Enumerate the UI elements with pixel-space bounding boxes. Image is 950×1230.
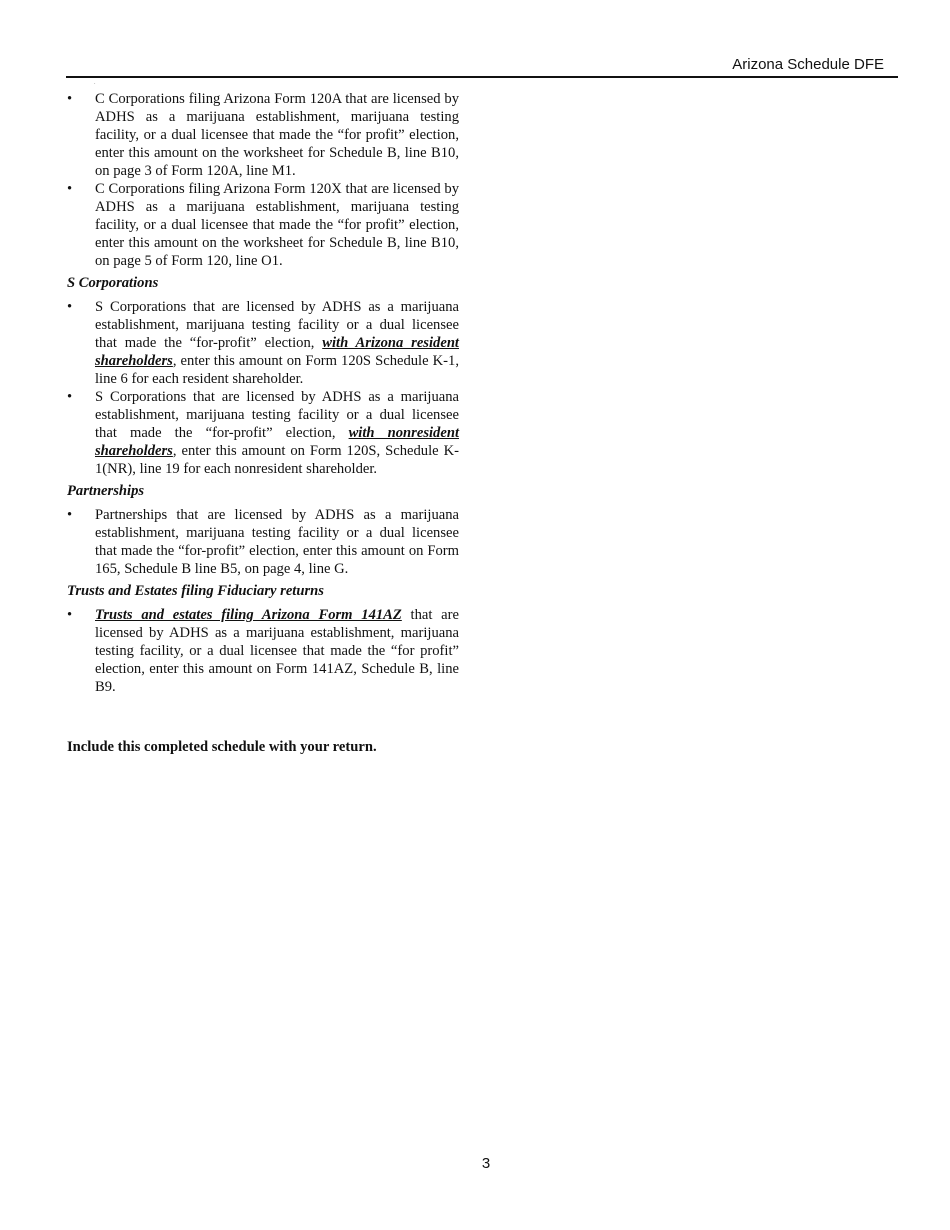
s-corp-nonresident-text: S Corporations that are licensed by ADHS as a marijuana establishment, marijuana testing facility or a dual licensee that made the “for-profit” election, (95, 389, 459, 441)
bullet-icon: • (67, 607, 73, 623)
trusts-heading: Trusts and Estates filing Fiduciary returns (67, 583, 324, 599)
bullet-icon: • (67, 299, 73, 315)
trusts-emphasis: Trusts and estates filing Arizona Form 141AZ (95, 607, 402, 623)
bullet-icon: • (67, 389, 73, 405)
s-corp-nonresident-bullet (67, 388, 459, 478)
s-corp-resident-bullet (67, 298, 459, 388)
partnerships-text: Partnerships that are licensed by ADHS as a marijuana establishment, marijuana testing facility or a dual licensee that made the “for-profit” election, enter this amount on Form 165, Schedule B line B5, on page 4, line G. (95, 507, 459, 577)
s-corp-resident-text: S Corporations that are licensed by ADHS as a marijuana establishment, marijuana testing facility or a dual licensee that made the “for-profit” election, (95, 299, 459, 351)
partnerships-heading: Partnerships (67, 483, 145, 499)
bullet-icon: • (67, 91, 73, 107)
s-corp-heading: S Corporations (67, 275, 159, 291)
s-corp-resident-emphasis: with Arizona resident shareholders (95, 335, 459, 369)
header-title: Arizona Schedule DFE (732, 56, 884, 73)
bullet-icon: • (67, 181, 73, 197)
instructions-column (67, 90, 459, 696)
s-corp-nonresident-text-end: , enter this amount on Form 120S, Schedule K-1(NR), line 19 for each nonresident shareholder. (95, 443, 459, 477)
corp-bullet-120a (67, 90, 459, 180)
corp-bullet-120a-text: C Corporations filing Arizona Form 120A that are licensed by ADHS as a marijuana establishment, marijuana testing facility, or a dual licensee that made the “for profit” election, enter this amount on the worksheet for Schedule B, line B10, on page 3 of Form 120A, line M1. (95, 91, 459, 179)
page-number: 3 (481, 1155, 491, 1172)
partnerships-bullet (67, 506, 459, 578)
s-corp-resident-text-end: , enter this amount on Form 120S Schedule K-1, line 6 for each resident shareholder. (95, 353, 459, 387)
trusts-text: that are licensed by ADHS as a marijuana establishment, marijuana testing facility, or a dual licensee that made the “for profit” election, enter this amount on Form 141AZ, Schedule B, line B9. (95, 607, 459, 695)
corp-bullet-120x (67, 180, 459, 270)
corp-bullet-120x-text: C Corporations filing Arizona Form 120X that are licensed by ADHS as a marijuana establishment, marijuana testing facility, or a dual licensee that made the “for profit” election, enter this amount on the worksheet for Schedule B, line B10, on page 5 of Form 120, line O1. (95, 181, 459, 269)
top-mark: . (94, 80, 96, 86)
trusts-bullet (67, 606, 459, 696)
s-corp-nonresident-emphasis: with nonresident shareholders (95, 425, 459, 459)
bullet-icon: • (67, 507, 73, 523)
page-header (66, 55, 898, 78)
closing-instruction: Include this completed schedule with your return. (67, 739, 377, 755)
